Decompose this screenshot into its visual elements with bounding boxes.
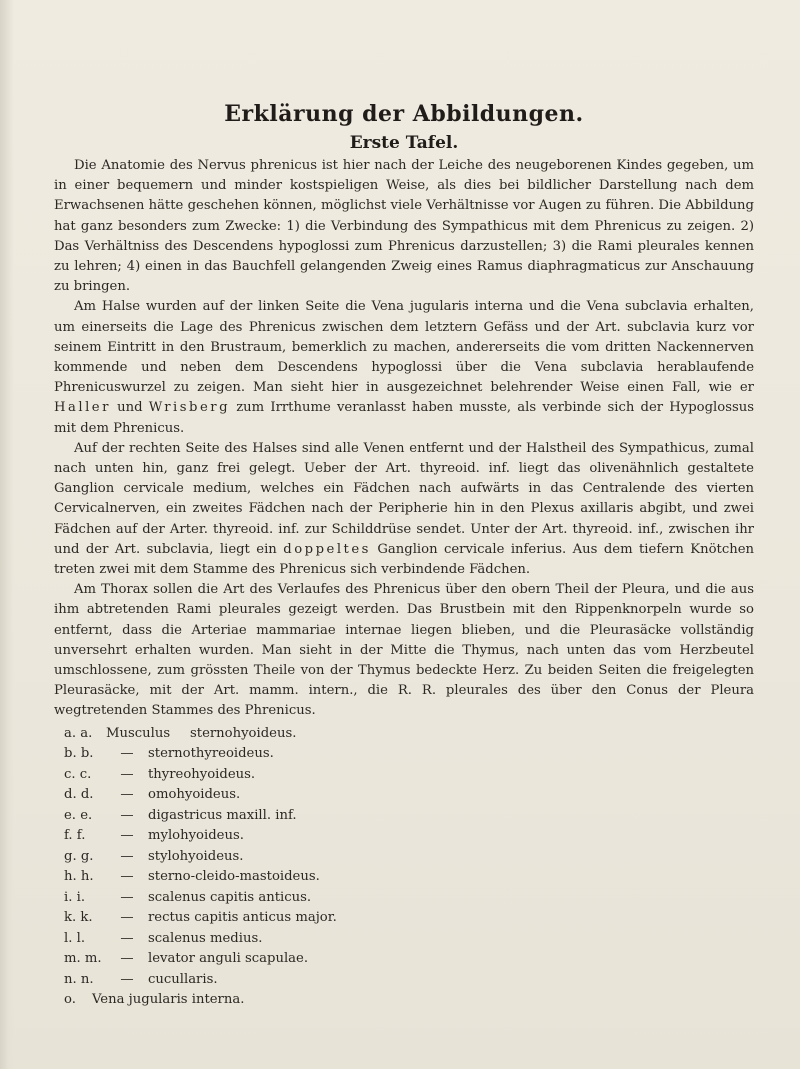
legend-key: h. h. — [64, 869, 94, 885]
legend-term: digastricus maxill. inf. — [148, 807, 297, 823]
legend-key: l. l. — [64, 930, 86, 946]
legend-key: g. g. — [64, 848, 94, 864]
paragraph-2-text-b: zum Irrthume veranlasst haben musste, als verbinde sich der Hypoglossus mit dem Phrenicus. — [54, 400, 754, 436]
legend-term: stylohyoideus. — [148, 848, 244, 864]
legend-row — [54, 744, 754, 765]
legend-term: scalenus capitis anticus. — [148, 889, 312, 905]
author-haller: Haller — [54, 400, 111, 416]
legend-key: d. d. — [64, 787, 94, 803]
paragraph-3-text-a: Auf der rechten Seite des Halses sind alle Venen entfernt und der Halstheil des Sympathicus, zumal nach unten hin, ganz frei gelegt. Ueber der Art. thyreoid. inf. liegt das olivenähnlich gestaltete Ganglion cervicale medium, welches ein Fädchen nach aufwärts in das Centralende des vierten Cervicalnerven, ein zweites Fädchen nach der Peripherie hin in den Plexus axillaris abgibt, und zwei Fädchen auf der Arter. thyreoid. inf. zur Schilddrüse sendet. Unter der Art. thyreoid. inf., zwischen ihr und der Art. subclavia, liegt ein — [54, 440, 754, 557]
paragraph-4: Am Thorax sollen die Art des Verlaufes des Phrenicus über den obern Theil der Pleura, und die aus ihm abtretenden Rami pleurales gezeigt werden. Das Brustbein mit den Rippenknorpeln wurde so entfernt, dass die Arteriae mammariae internae liegen blieben, und die Pleurasäcke vollständig unversehrt erhalten wurden. Man sieht in der Mitte die Thymus, nach unten das vom Herzbeutel umschlossene, zum grössten Theile von der Thymus bedeckte Herz. Zu beiden Seiten die freigelegten Pleurasäcke, mit der Art. mamm. intern., die R. R. pleurales des über den Conus der Pleura wegtretenden Stammes des Phrenicus. — [54, 582, 754, 719]
page-title: Erklärung der Abbildungen. — [224, 101, 584, 127]
document-body — [54, 100, 754, 1011]
figure-legend — [54, 724, 754, 1011]
paragraph-3-text-b: Ganglion cervicale inferius. Aus dem tiefern Knötchen treten zwei mit dem Stamme des Phrenicus sich verbindende Fädchen. — [54, 541, 754, 578]
legend-key: f. f. — [64, 828, 86, 844]
legend-row — [54, 867, 754, 888]
legend-dash: — — [120, 910, 134, 926]
legend-term: cucullaris. — [148, 971, 218, 987]
legend-term: thyreohyoideus. — [148, 766, 256, 782]
legend-term: scalenus medius. — [148, 930, 263, 946]
legend-row — [54, 826, 754, 847]
paragraph-2-text-a: Am Halse wurden auf der linken Seite die Vena jugularis interna und die Vena subclavia erhalten, um einerseits die Lage des Phrenicus zwischen dem letztern Gefäss und der Art. subclavia kurz vor seinem Eintritt in den Brustraum, bemerklich zu machen, andererseits die vom dritten Nackennerven kommende und neben dem Descendens hypoglossi über die Vena subclavia herablaufende Phrenicuswurzel zu zeigen. Man sieht hier in ausgezeichnet belehrender Weise einen Fall, wie er — [54, 299, 754, 396]
legend-key: b. b. — [64, 746, 94, 762]
emphasis-doppeltes: doppeltes — [283, 541, 371, 557]
legend-dash: — — [120, 971, 134, 987]
legend-term: sternothyreoideus. — [148, 746, 274, 762]
legend-dash: — — [120, 787, 134, 803]
author-wrisberg: Wrisberg — [148, 400, 231, 416]
page-subtitle: Erste Tafel. — [349, 133, 459, 153]
legend-row — [54, 888, 754, 909]
legend-dash: — — [120, 930, 134, 946]
paragraph-2-und: und — [117, 400, 143, 416]
legend-key: n. n. — [64, 971, 94, 987]
legend-key: i. i. — [64, 889, 86, 905]
paragraph-2 — [54, 297, 754, 438]
legend-key: k. k. — [64, 910, 93, 926]
legend-key: m. m. — [64, 951, 102, 967]
legend-dash: — — [120, 869, 134, 885]
legend-term: sternohyoideus. — [190, 725, 297, 741]
legend-dash: — — [120, 848, 134, 864]
legend-row — [54, 949, 754, 970]
legend-row — [54, 765, 754, 786]
legend-term: rectus capitis anticus major. — [148, 910, 337, 926]
legend-key: e. e. — [64, 807, 93, 823]
legend-dash: — — [120, 807, 134, 823]
legend-dash: — — [120, 951, 134, 967]
legend-row — [54, 908, 754, 929]
page-fold-shadow — [0, 0, 14, 1069]
legend-row — [54, 847, 754, 868]
legend-key: a. a. — [64, 725, 93, 741]
legend-row — [54, 970, 754, 991]
paragraph-1: Die Anatomie des Nervus phrenicus ist hier nach der Leiche des neugeborenen Kindes gegeben, um in einer bequemern und minder kostspieligen Weise, als dies bei bildlicher Darstellung nach dem Erwachsenen hätte geschehen können, möglichst viele Verhältnisse vor Augen zu führen. Die Abbildung hat ganz besonders zum Zwecke: 1) die Verbindung des Sympathicus mit dem Phrenicus zu zeigen. 2) Das Verhältniss des Descendens hypoglossi zum Phrenicus darzustellen; 3) die Rami pleurales kennen zu lehren; 4) einen in das Bauchfell gelangenden Zweig eines Ramus diaphragmaticus zur Anschauung zu bringen. — [54, 158, 754, 295]
legend-dash: — — [120, 766, 134, 782]
legend-prefix: Musculus — [106, 725, 171, 741]
legend-term: sterno-cleido-mastoideus. — [148, 869, 320, 885]
legend-term: levator anguli scapulae. — [148, 951, 309, 967]
legend-row-last — [54, 990, 754, 1011]
legend-row — [54, 806, 754, 827]
legend-dash: — — [120, 828, 134, 844]
legend-key: o. — [64, 992, 76, 1008]
paragraph-3 — [54, 439, 754, 580]
legend-dash: — — [120, 889, 134, 905]
legend-row — [54, 785, 754, 806]
legend-term: Vena jugularis interna. — [92, 992, 245, 1008]
legend-term: omohyoideus. — [148, 787, 241, 803]
legend-dash: — — [120, 746, 134, 762]
legend-row — [54, 724, 754, 745]
legend-row — [54, 929, 754, 950]
legend-term: mylohyoideus. — [148, 828, 244, 844]
legend-key: c. c. — [64, 766, 92, 782]
